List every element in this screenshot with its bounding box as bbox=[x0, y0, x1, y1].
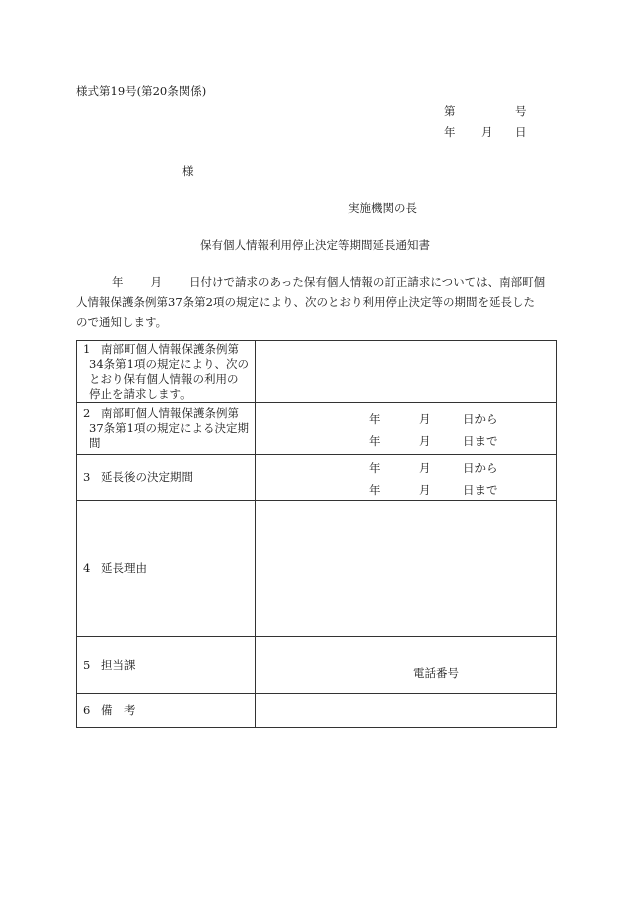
body-year: 年 bbox=[112, 275, 124, 289]
table-row bbox=[77, 403, 557, 455]
row-1-label-line-2: 34条第1項の規定により、次の bbox=[89, 356, 249, 371]
body-line-2: 人情報保護条例第37条第2項の規定により、次のとおり利用停止決定等の期間を延長した bbox=[76, 295, 535, 309]
body-line-1-rest: 日付けで請求のあった保有個人情報の訂正請求については、南部町個 bbox=[189, 275, 546, 289]
row-2-label-line-1: 南部町個人情報保護条例第 bbox=[101, 406, 239, 420]
table-row bbox=[77, 637, 557, 694]
form-number: 様式第19号(第20条関係) bbox=[76, 84, 207, 98]
period-from bbox=[256, 407, 556, 429]
body-text bbox=[76, 272, 558, 332]
row-number: 6 bbox=[83, 703, 91, 717]
row-4-value[interactable] bbox=[256, 501, 557, 637]
extended-to bbox=[256, 478, 556, 500]
row-5-value[interactable] bbox=[256, 637, 557, 694]
extended-to-month: 月 bbox=[419, 482, 431, 497]
row-6-label bbox=[77, 694, 256, 728]
row-6-value[interactable] bbox=[256, 694, 557, 728]
body-month: 月 bbox=[150, 275, 162, 289]
row-number: 2 bbox=[83, 406, 91, 420]
table-row bbox=[77, 455, 557, 501]
row-2-value[interactable] bbox=[256, 403, 557, 455]
extended-from bbox=[256, 456, 556, 478]
row-6-label-text: 備 考 bbox=[101, 703, 136, 717]
period-from-year: 年 bbox=[369, 411, 381, 426]
extended-to-year: 年 bbox=[369, 482, 381, 497]
table-row bbox=[77, 341, 557, 403]
row-number: 3 bbox=[83, 470, 91, 484]
phone-number-label: 電話番号 bbox=[413, 666, 459, 680]
row-5-label bbox=[77, 637, 256, 694]
body-line-3: ので通知します。 bbox=[76, 315, 168, 329]
document-title: 保有個人情報利用停止決定等期間延長通知書 bbox=[200, 238, 430, 252]
table-row bbox=[77, 694, 557, 728]
issue-date-month: 月 bbox=[481, 125, 493, 139]
extended-to-day: 日まで bbox=[463, 482, 498, 497]
addressee-suffix: 様 bbox=[182, 164, 194, 178]
form-table bbox=[76, 340, 557, 728]
row-1-label-line-4: 停止を請求します。 bbox=[89, 386, 192, 401]
row-2-label-line-3: 間 bbox=[89, 436, 101, 450]
document-number-label: 第 bbox=[444, 104, 456, 118]
issue-date-year: 年 bbox=[444, 125, 456, 139]
row-1-label-line-1: 南部町個人情報保護条例第 bbox=[101, 341, 239, 356]
row-1-value[interactable] bbox=[256, 341, 557, 403]
table-row bbox=[77, 501, 557, 637]
row-4-label bbox=[77, 501, 256, 637]
period-to-day: 日まで bbox=[463, 433, 498, 448]
row-2-label-line-2: 37条第1項の規定による決定期 bbox=[89, 421, 249, 435]
row-number: 4 bbox=[83, 561, 91, 575]
row-number: 5 bbox=[83, 657, 91, 672]
row-3-value[interactable] bbox=[256, 455, 557, 501]
period-to-year: 年 bbox=[369, 433, 381, 448]
sender: 実施機関の長 bbox=[348, 201, 417, 215]
row-2-label bbox=[77, 403, 256, 455]
extended-from-day: 日から bbox=[463, 460, 498, 475]
period-from-month: 月 bbox=[419, 411, 431, 426]
row-3-label bbox=[77, 455, 256, 501]
extended-from-month: 月 bbox=[419, 460, 431, 475]
period-to bbox=[256, 429, 556, 451]
extended-from-year: 年 bbox=[369, 460, 381, 475]
row-number: 1 bbox=[83, 341, 91, 356]
row-1-label-line-3: とおり保有個人情報の利用の bbox=[89, 371, 239, 386]
row-5-label-text: 担当課 bbox=[101, 657, 136, 672]
document-number-suffix: 号 bbox=[515, 104, 527, 118]
row-3-label-text: 延長後の決定期間 bbox=[101, 470, 193, 484]
row-4-label-text: 延長理由 bbox=[101, 561, 147, 575]
period-from-day: 日から bbox=[463, 411, 498, 426]
period-to-month: 月 bbox=[419, 433, 431, 448]
body-line-1 bbox=[76, 272, 558, 292]
issue-date-day: 日 bbox=[515, 125, 527, 139]
row-1-label bbox=[77, 341, 256, 403]
